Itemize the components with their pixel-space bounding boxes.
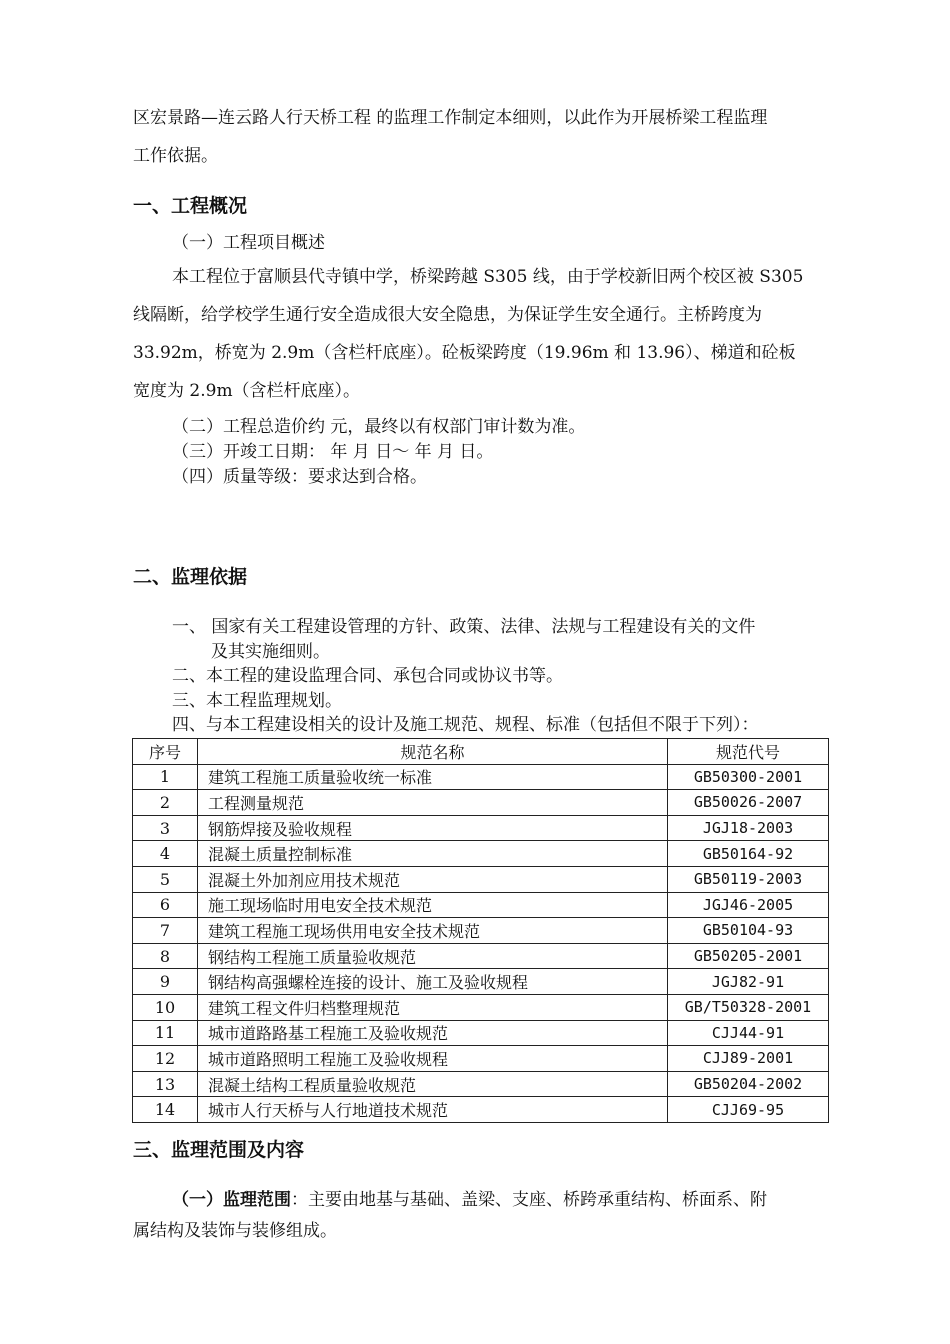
row-code: GB50026-2007 (668, 790, 829, 816)
basis-item-3: 三、本工程监理规划。 (172, 691, 342, 711)
overview-para-line-2: 线隔断，给学校学生通行安全造成很大安全隐患，为保证学生安全通行。主桥跨度为 (133, 305, 762, 325)
row-number: 1 (133, 764, 198, 790)
table-row (133, 764, 829, 790)
row-name: 钢筋焊接及验收规程 (198, 815, 668, 841)
table-row (133, 943, 829, 969)
table-row (133, 815, 829, 841)
row-number: 11 (133, 1020, 198, 1046)
row-number: 6 (133, 892, 198, 918)
row-name: 混凝土结构工程质量验收规范 (198, 1071, 668, 1097)
section-3-heading: 三、监理范围及内容 (133, 1139, 305, 1161)
intro-line-2: 工作依据。 (133, 146, 218, 166)
header-code: 规范代号 (668, 739, 829, 765)
table-row (133, 841, 829, 867)
row-name: 建筑工程施工现场供用电安全技术规范 (198, 918, 668, 944)
overview-para-line-4: 宽度为 2.9m（含栏杆底座）。 (133, 381, 361, 401)
row-number: 13 (133, 1071, 198, 1097)
header-name: 规范名称 (198, 739, 668, 765)
row-name: 钢结构高强螺栓连接的设计、施工及验收规程 (198, 969, 668, 995)
row-code: JGJ18-2003 (668, 815, 829, 841)
row-number: 9 (133, 969, 198, 995)
row-number: 4 (133, 841, 198, 867)
subsection-1-3: （三）开竣工日期： 年 月 日～ 年 月 日。 (172, 442, 494, 462)
scope-line-1 (172, 1189, 767, 1211)
basis-item-4: 四、与本工程建设相关的设计及施工规范、规程、标准（包括但不限于下列）： (172, 715, 759, 735)
row-name: 城市道路照明工程施工及验收规程 (198, 1046, 668, 1072)
row-code: JGJ82-91 (668, 969, 829, 995)
header-number: 序号 (133, 739, 198, 765)
row-number: 5 (133, 866, 198, 892)
row-code: GB50204-2002 (668, 1071, 829, 1097)
row-name: 混凝土外加剂应用技术规范 (198, 866, 668, 892)
scope-line-2: 属结构及装饰与装修组成。 (133, 1221, 337, 1241)
row-number: 10 (133, 994, 198, 1020)
overview-para-line-3: 33.92m，桥宽为 2.9m（含栏杆底座）。砼板梁跨度（19.96m 和 13.96）、梯道和砼板 (133, 343, 796, 363)
table-row (133, 994, 829, 1020)
row-code: CJJ44-91 (668, 1020, 829, 1046)
row-name: 建筑工程文件归档整理规范 (198, 994, 668, 1020)
scope-text: ：主要由地基与基础、盖梁、支座、桥跨承重结构、桥面系、附 (291, 1190, 767, 1210)
row-code: GB50300-2001 (668, 764, 829, 790)
row-name: 施工现场临时用电安全技术规范 (198, 892, 668, 918)
row-number: 8 (133, 943, 198, 969)
row-number: 7 (133, 918, 198, 944)
row-code: JGJ46-2005 (668, 892, 829, 918)
row-code: CJJ69-95 (668, 1097, 829, 1123)
subsection-1-2: （二）工程总造价约 元，最终以有权部门审计数为准。 (172, 417, 586, 437)
row-code: GB50205-2001 (668, 943, 829, 969)
table-row (133, 1071, 829, 1097)
table-row (133, 790, 829, 816)
section-2-heading: 二、监理依据 (133, 566, 248, 588)
row-name: 城市道路路基工程施工及验收规范 (198, 1020, 668, 1046)
table-row (133, 1046, 829, 1072)
row-name: 混凝土质量控制标准 (198, 841, 668, 867)
table-header-row (133, 739, 829, 765)
row-name: 钢结构工程施工质量验收规范 (198, 943, 668, 969)
table-row (133, 969, 829, 995)
subsection-1-1: （一）工程项目概述 (172, 233, 325, 253)
intro-line-1: 区宏景路—连云路人行天桥工程 的监理工作制定本细则，以此作为开展桥梁工程监理 (133, 108, 768, 128)
row-code: CJJ89-2001 (668, 1046, 829, 1072)
table-row (133, 1020, 829, 1046)
table-row (133, 918, 829, 944)
table-row (133, 892, 829, 918)
row-name: 建筑工程施工质量验收统一标准 (198, 764, 668, 790)
basis-item-2: 二、本工程的建设监理合同、承包合同或协议书等。 (172, 666, 563, 686)
overview-para-line-1: 本工程位于富顺县代寺镇中学，桥梁跨越 S305 线，由于学校新旧两个校区被 S305 (172, 267, 804, 287)
row-code: GB/T50328-2001 (668, 994, 829, 1020)
row-number: 2 (133, 790, 198, 816)
row-number: 3 (133, 815, 198, 841)
row-code: GB50104-93 (668, 918, 829, 944)
table-row (133, 866, 829, 892)
row-code: GB50119-2003 (668, 866, 829, 892)
standards-table (132, 738, 829, 1123)
basis-item-1-cont: 及其实施细则。 (211, 642, 330, 662)
row-name: 城市人行天桥与人行地道技术规范 (198, 1097, 668, 1123)
basis-item-1: 一、 国家有关工程建设管理的方针、政策、法律、法规与工程建设有关的文件 (172, 617, 756, 637)
row-code: GB50164-92 (668, 841, 829, 867)
row-number: 14 (133, 1097, 198, 1123)
row-number: 12 (133, 1046, 198, 1072)
row-name: 工程测量规范 (198, 790, 668, 816)
table-row (133, 1097, 829, 1123)
scope-label: （一）监理范围 (172, 1190, 291, 1210)
section-1-heading: 一、工程概况 (133, 195, 248, 217)
subsection-1-4: （四）质量等级：要求达到合格。 (172, 467, 427, 487)
